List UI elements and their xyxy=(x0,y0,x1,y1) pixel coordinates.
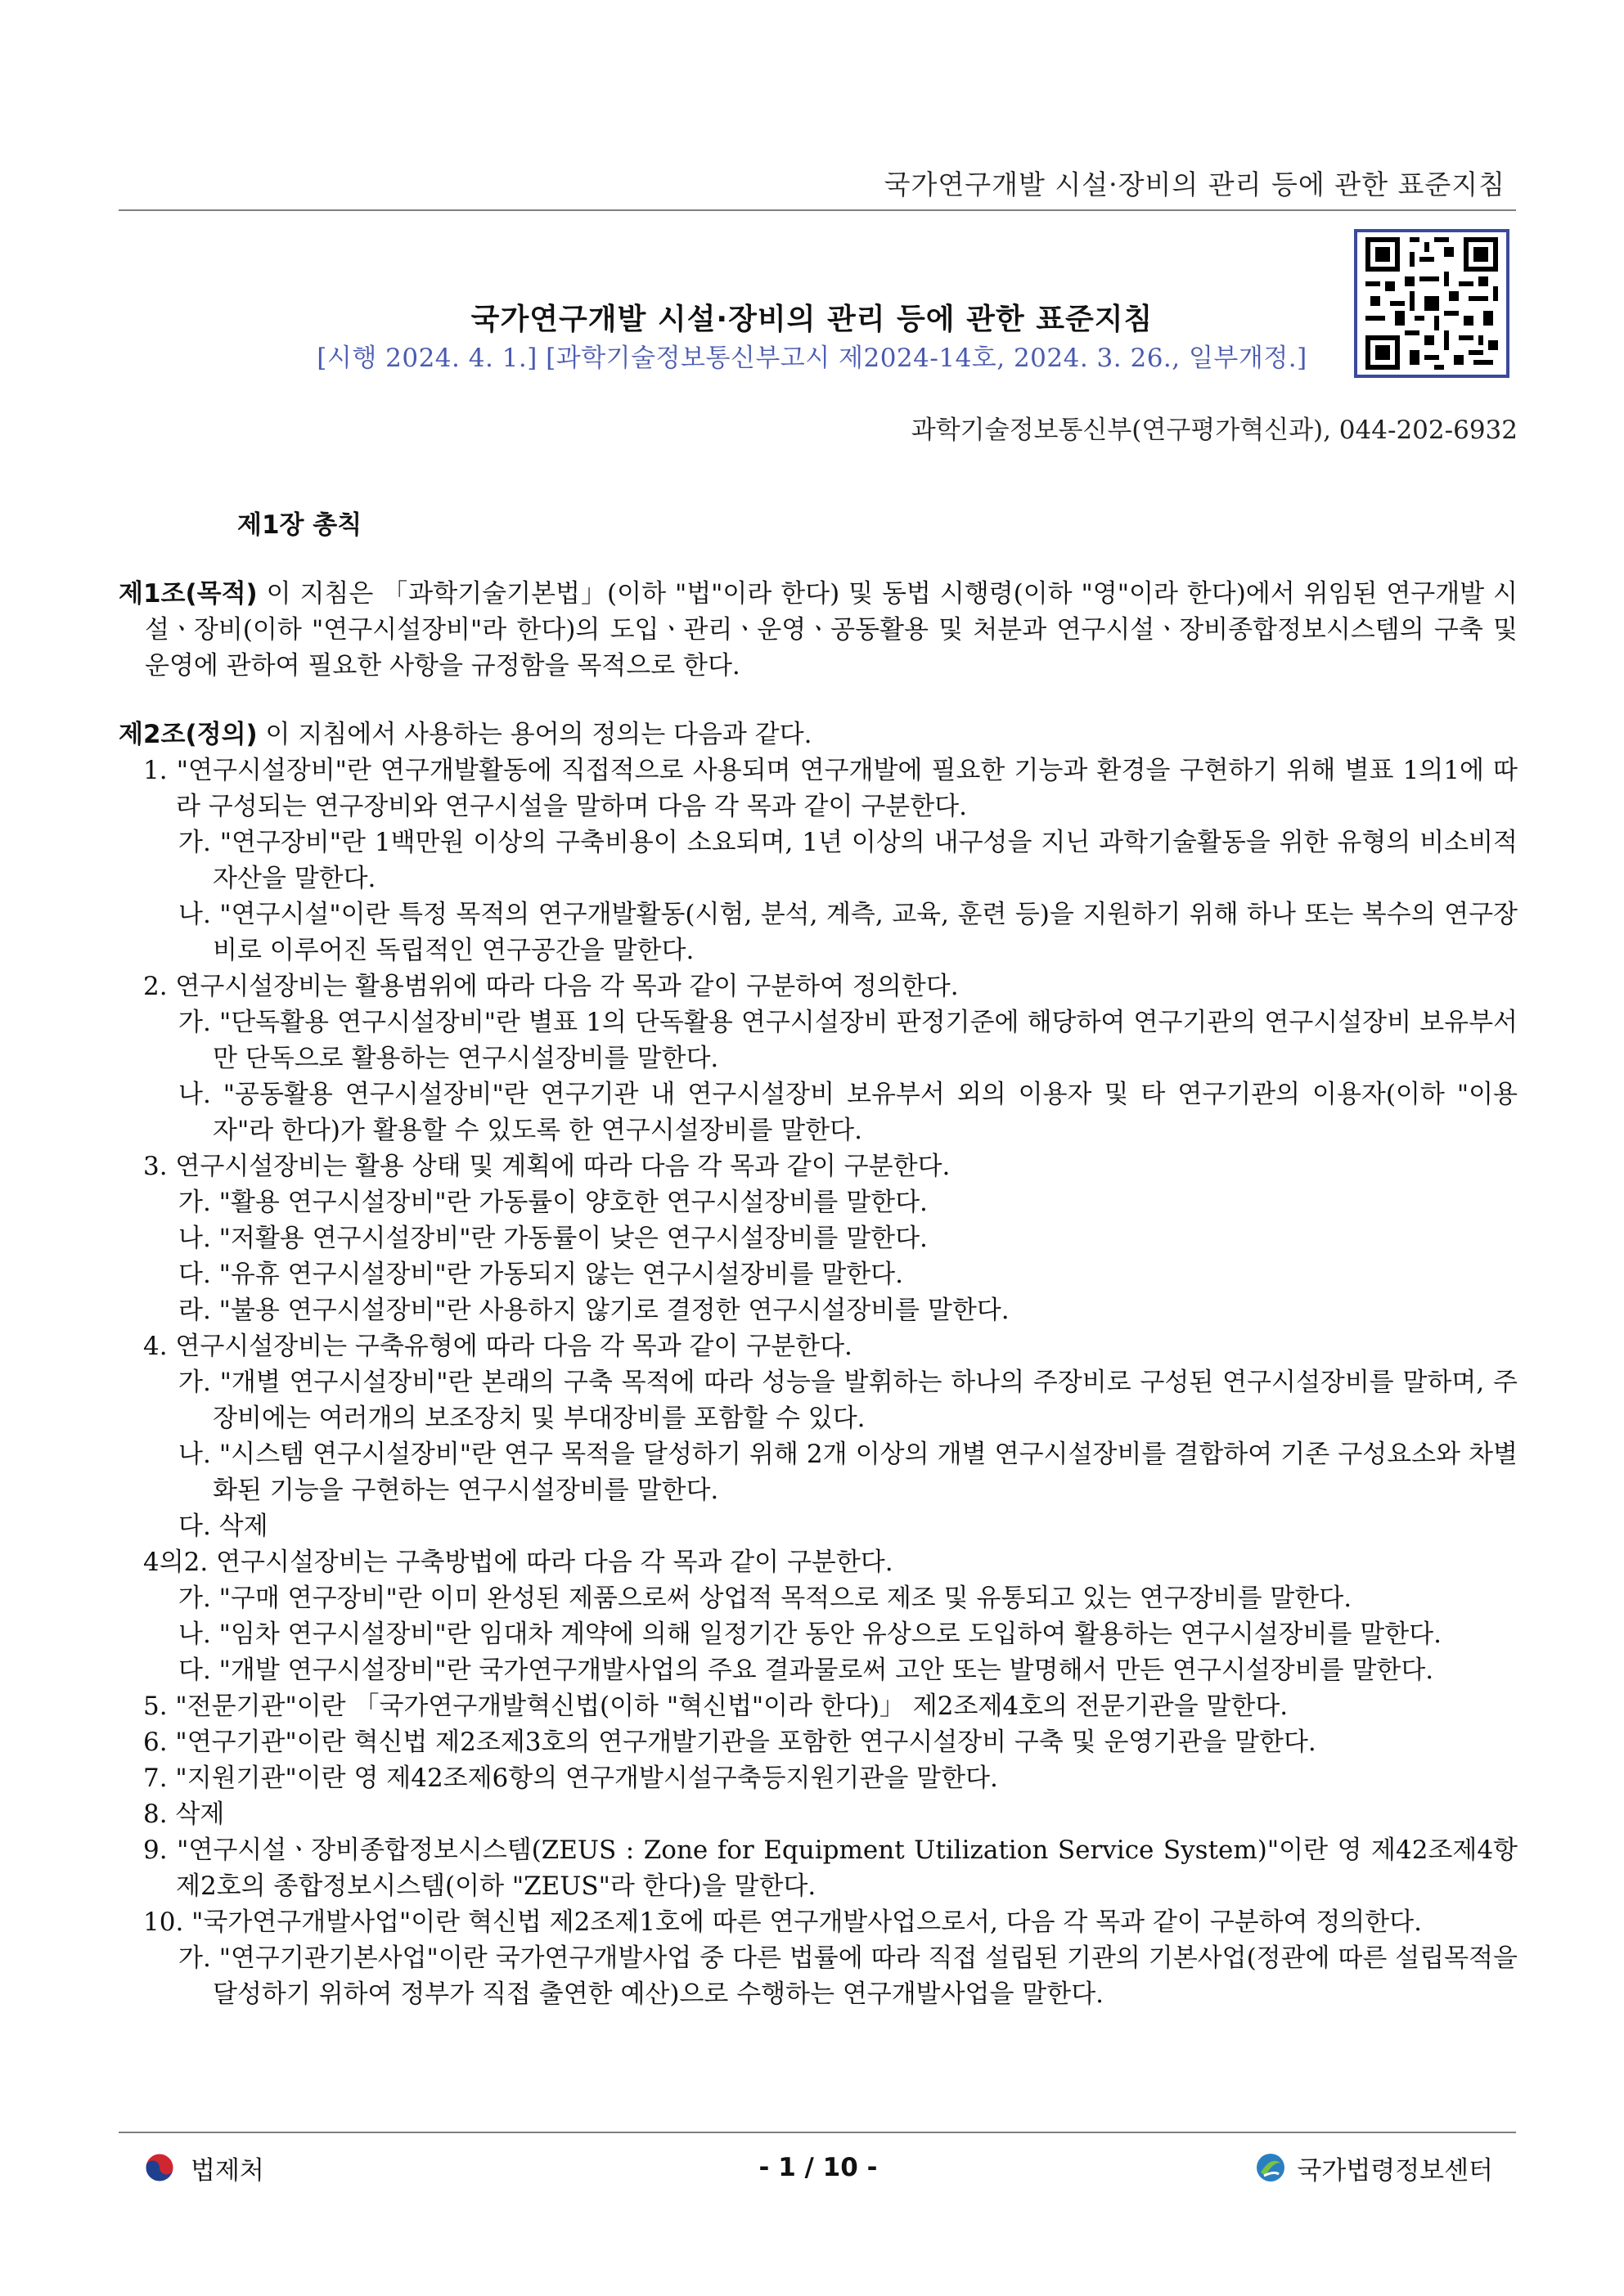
definition-subitem-2-a: 가. "단독활용 연구시설장비"란 별표 1의 단독활용 연구시설장비 판정기준에 해당하여 연구기관의 연구시설장비 보유부서만 단독으로 활용하는 연구시설장비를 말한다. xyxy=(178,1008,1518,1073)
definition-item-8: 8. 삭제 xyxy=(143,1800,225,1829)
definition-item-5: 5. "전문기관"이란 「국가연구개발혁신법(이하 "혁신법"이라 한다)」 제2조제4호의 전문기관을 말한다. xyxy=(143,1692,1289,1721)
definition-subitem-2-b: 나. "공동활용 연구시설장비"란 연구기관 내 연구시설장비 보유부서 외의 이용자 및 타 연구기관의 이용자(이하 "이용자"라 한다)가 활용할 수 있도록 한 연구시설장비를 말한다. xyxy=(178,1080,1518,1145)
article-2-text xyxy=(119,717,1518,753)
definition-subitem-4-a: 가. "개별 연구시설장비"란 본래의 구축 목적에 따라 성능을 발휘하는 하나의 주장비로 구성된 연구시설장비를 말하며, 주장비에는 여러개의 보조장치 및 부대장비를 포함할 수 있다. xyxy=(178,1368,1518,1433)
definition-subitem-1-b: 나. "연구시설"이란 특정 목적의 연구개발활동(시험, 분석, 계측, 교육, 훈련 등)을 지원하기 위해 하나 또는 복수의 연구장비로 이루어진 독립적인 연구공간을 말한다. xyxy=(178,900,1518,965)
definition-item-6: 6. "연구기관"이란 혁신법 제2조제3호의 연구개발기관을 포함한 연구시설장비 구축 및 운영기관을 말한다. xyxy=(143,1728,1316,1757)
definition-subitem-1-a: 가. "연구장비"란 1백만원 이상의 구축비용이 소요되며, 1년 이상의 내구성을 지닌 과학기술활동을 위한 유형의 비소비적 자산을 말한다. xyxy=(178,828,1518,893)
definition-item-7: 7. "지원기관"이란 영 제42조제6항의 연구개발시설구축등지원기관을 말한다. xyxy=(143,1764,998,1793)
chapter-title: 제1장 총칙 xyxy=(237,510,362,540)
enforcement-info: [시행 2024. 4. 1.] [과학기술정보통신부고시 제2024-14호, 2024. 3. 26., 일부개정.] xyxy=(317,344,1307,373)
definition-subitem-4-2-c: 다. "개발 연구시설장비"란 국가연구개발사업의 주요 결과물로써 고안 또는 발명해서 만든 연구시설장비를 말한다. xyxy=(178,1656,1434,1685)
footer-agency-label: 법제처 xyxy=(191,2155,264,2186)
definition-subitem-4-b: 나. "시스템 연구시설장비"란 연구 목적을 달성하기 위해 2개 이상의 개별 연구시설장비를 결합하여 기존 구성요소와 차별화된 기능을 구현하는 연구시설장비를 말한다. xyxy=(178,1440,1518,1505)
definition-subitem-3-b: 나. "저활용 연구시설장비"란 가동률이 낮은 연구시설장비를 말한다. xyxy=(178,1224,928,1253)
definition-item-3: 3. 연구시설장비는 활용 상태 및 계획에 따라 다음 각 목과 같이 구분한다. xyxy=(143,1152,951,1181)
page-footer xyxy=(119,2143,1518,2192)
definition-item-10: 10. "국가연구개발사업"이란 혁신법 제2조제1호에 따른 연구개발사업으로서, 다음 각 목과 같이 구분하여 정의한다. xyxy=(143,1907,1422,1937)
law-center-logo-icon xyxy=(1254,2151,1287,2184)
definition-item-9: 9. "연구시설ㆍ장비종합정보시스템(ZEUS : Zone for Equipment Utilization Service System)"이란 영 제42조제4항제2호의 종합정보시스템(이하 "ZEUS"라 한다)을 말한다. xyxy=(143,1835,1518,1901)
footer-center-label: 국가법령정보센터 xyxy=(1297,2155,1493,2186)
definition-subitem-4-2-b: 나. "임차 연구시설장비"란 임대차 계약에 의해 일정기간 동안 유상으로 도입하여 활용하는 연구시설장비를 말한다. xyxy=(178,1620,1442,1649)
definition-subitem-3-a: 가. "활용 연구시설장비"란 가동률이 양호한 연구시설장비를 말한다. xyxy=(178,1188,928,1217)
definition-subitem-3-c: 다. "유휴 연구시설장비"란 가동되지 않는 연구시설장비를 말한다. xyxy=(178,1260,903,1289)
definition-item-4-2: 4의2. 연구시설장비는 구축방법에 따라 다음 각 목과 같이 구분한다. xyxy=(143,1548,893,1577)
definition-item-2: 2. 연구시설장비는 활용범위에 따라 다음 각 목과 같이 구분하여 정의한다. xyxy=(143,972,959,1001)
running-header: 국가연구개발 시설·장비의 관리 등에 관한 표준지침 xyxy=(884,168,1505,200)
article-2 xyxy=(119,717,1518,2012)
article-1-body: 이 지침은 「과학기술기본법」(이하 "법"이라 한다) 및 동법 시행령(이하 "영"이라 한다)에서 위임된 연구개발 시설ㆍ장비(이하 "연구시설장비"라 한다)의 도입ㆍ관리ㆍ운영ㆍ공동활용 및 처분과 연구시설ㆍ장비종합정보시스템의 구축 및 운영에 관하여 필요한 사항을 규정함을 목적으로 한다. xyxy=(145,579,1518,681)
document-body xyxy=(119,507,1518,2012)
footer-divider xyxy=(119,2132,1516,2133)
definition-subitem-4-c: 다. 삭제 xyxy=(178,1512,268,1541)
article-2-body: 이 지침에서 사용하는 용어의 정의는 다음과 같다. xyxy=(257,720,812,749)
document-title: 국가연구개발 시설·장비의 관리 등에 관한 표준지침 xyxy=(470,303,1154,336)
article-1-text xyxy=(119,576,1518,684)
article-1-heading: 제1조(목적) xyxy=(119,579,258,609)
header-divider xyxy=(119,209,1516,211)
definition-item-4: 4. 연구시설장비는 구축유형에 따라 다음 각 목과 같이 구분한다. xyxy=(143,1332,852,1361)
footer-right xyxy=(1254,2143,1493,2192)
ministry-contact: 과학기술정보통신부(연구평가혁신과), 044-202-6932 xyxy=(911,416,1518,445)
definition-subitem-10-a: 가. "연구기관기본사업"이란 국가연구개발사업 중 다른 법률에 따라 직접 설립된 기관의 기본사업(정관에 따른 설립목적을 달성하기 위하여 정부가 직접 출연한 예산)으로 수행하는 연구개발사업을 말한다. xyxy=(178,1943,1518,2009)
article-1 xyxy=(119,576,1518,684)
definition-item-1: 1. "연구시설장비"란 연구개발활동에 직접적으로 사용되며 연구개발에 필요한 기능과 환경을 구현하기 위해 별표 1의1에 따라 구성되는 연구장비와 연구시설을 말하며 다음 각 목과 같이 구분한다. xyxy=(143,756,1518,821)
page-number: - 1 / 10 - xyxy=(758,2153,878,2182)
definition-subitem-3-d: 라. "불용 연구시설장비"란 사용하지 않기로 결정한 연구시설장비를 말한다. xyxy=(178,1296,1010,1325)
definition-subitem-4-2-a: 가. "구매 연구장비"란 이미 완성된 제품으로써 상업적 목적으로 제조 및 유통되고 있는 연구장비를 말한다. xyxy=(178,1584,1352,1613)
article-2-heading: 제2조(정의) xyxy=(119,720,258,749)
